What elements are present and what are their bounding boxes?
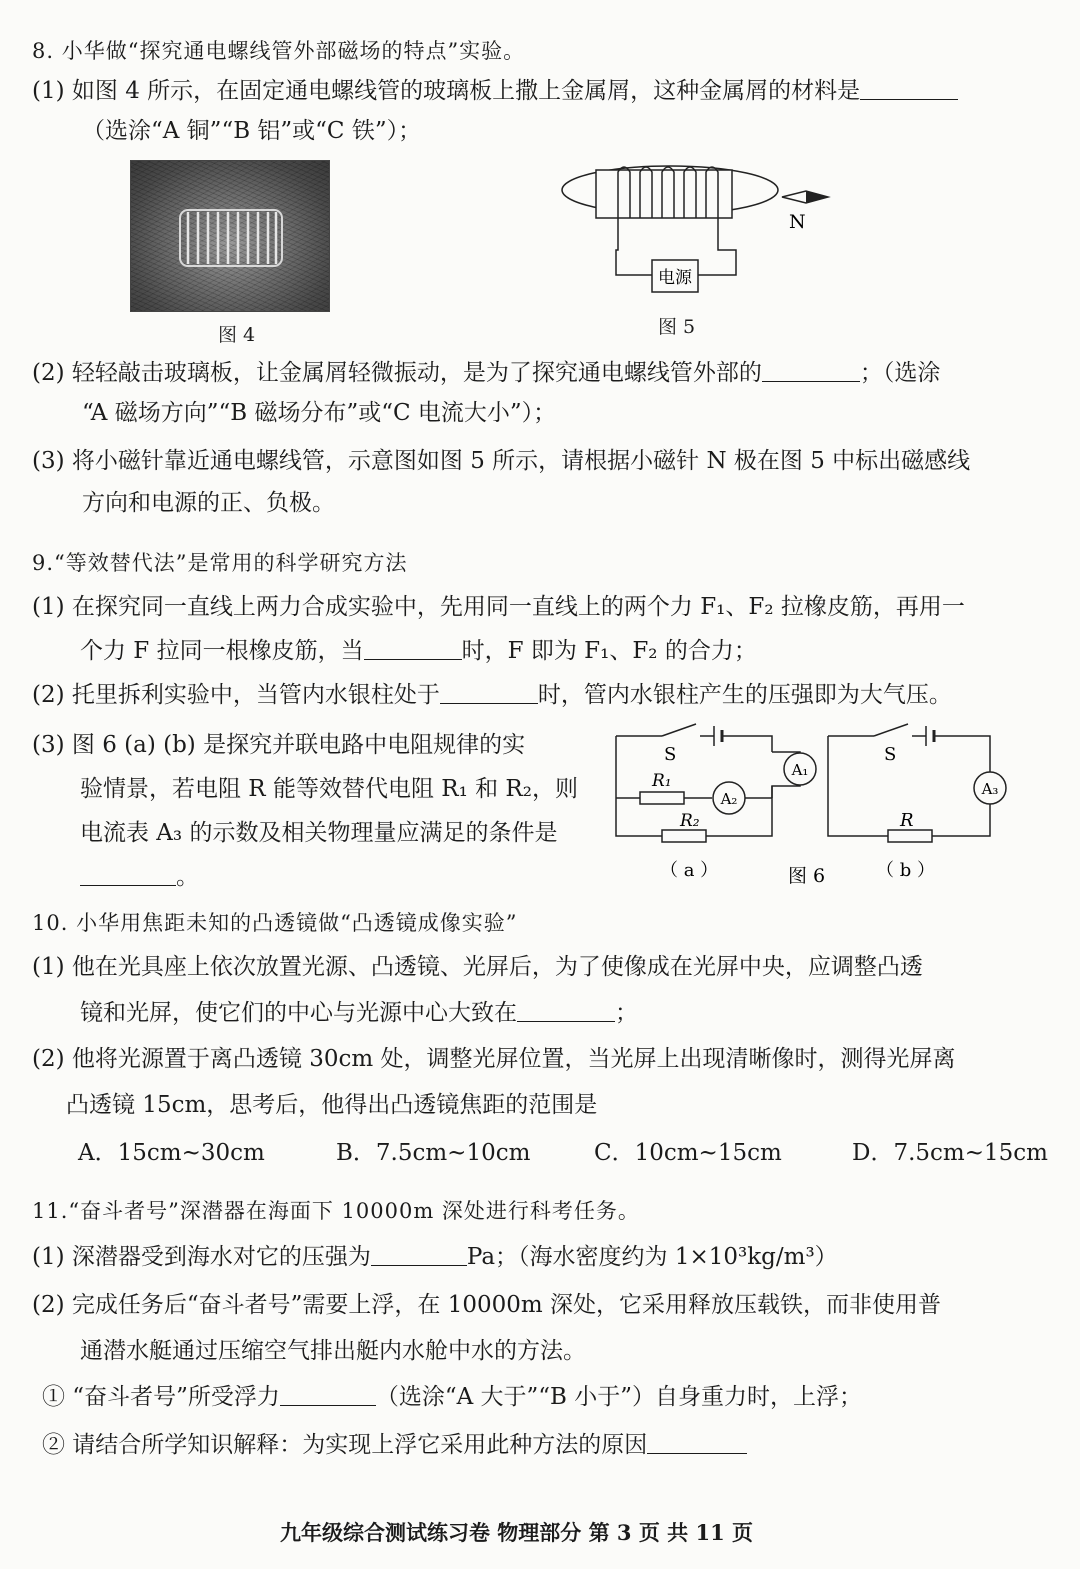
q9-p1-blank[interactable]: [364, 637, 462, 660]
q10-p2-line2: 凸透镜 15cm，思考后，他得出凸透镜焦距的范围是: [66, 1092, 598, 1118]
fig6a-ammeter-a2-label: A₂: [720, 790, 738, 808]
figure5-n-pole-label: N: [789, 211, 806, 233]
q9-p2: (2) 托里拆利实验中，当管内水银柱处于 时，管内水银柱产生的压强即为大气压。: [32, 682, 952, 708]
fig6b-r-label: R: [900, 810, 914, 831]
fig6a-ammeter-a1-label: A₁: [791, 761, 809, 779]
q10-p1-line1: (1) 他在光具座上依次放置光源、凸透镜、光屏后，为了使像成在光屏中央，应调整凸透: [32, 954, 923, 980]
q8-p2-blank[interactable]: [762, 359, 860, 382]
fig6b-ammeter-a3-label: A₃: [981, 780, 999, 798]
fig6b-caption: （ b ）: [876, 860, 935, 881]
q8-p1-blank[interactable]: [860, 77, 958, 100]
q9-title: 9.“等效替代法”是常用的科学研究方法: [32, 551, 408, 575]
q10-p2-line1: (2) 他将光源置于离凸透镜 30cm 处，调整光屏位置，当光屏上出现清晰像时，测得光屏离: [32, 1046, 956, 1072]
q9-p3-line1: (3) 图 6 (a) (b) 是探究并联电路中电阻规律的实: [32, 732, 526, 758]
q11-p1: (1) 深潜器受到海水对它的压强为 Pa；（海水密度约为 1×10³kg/m³）: [32, 1244, 838, 1270]
q9-p1-line2: 个力 F 拉同一根橡皮筋，当 时，F 即为 F₁、F₂ 的合力；: [80, 638, 757, 664]
page-footer: 九年级综合测试练习卷 物理部分 第 3 页 共 11 页: [280, 1520, 754, 1545]
q11-p1-blank[interactable]: [371, 1243, 467, 1266]
q10-p1-line2: 镜和光屏，使它们的中心与光源中心大致在 ；: [80, 1000, 638, 1026]
figure5-solenoid-diagram: [560, 150, 860, 300]
fig6b-switch-label: S: [884, 744, 897, 765]
q11-p2-line1: (2) 完成任务后“奋斗者号”需要上浮，在 10000m 深处，它采用释放压载铁，而非使用普: [32, 1292, 942, 1318]
q8-p1-line2: （选涂“A 铜”“B 铝”或“C 铁”）；: [82, 118, 422, 144]
fig6a-caption: （ a ）: [660, 860, 719, 881]
q8-p2-line1: (2) 轻轻敲击玻璃板，让金属屑轻微振动，是为了探究通电螺线管外部的 ；（选涂: [32, 360, 941, 386]
figure4-caption: 图 4: [218, 324, 256, 346]
q10-option-b[interactable]: B．7.5cm~10cm: [336, 1140, 531, 1166]
q10-option-a[interactable]: A．15cm~30cm: [78, 1140, 265, 1166]
fig6a-r2-label: R₂: [680, 811, 700, 831]
q11-sub1: ① “奋斗者号”所受浮力 （选涂“A 大于”“B 小于”）自身重力时，上浮；: [42, 1384, 862, 1410]
figure5-caption: 图 5: [658, 316, 696, 338]
q11-sub1-blank[interactable]: [280, 1383, 376, 1406]
q10-option-d[interactable]: D．7.5cm~15cm: [852, 1140, 1048, 1166]
q9-p3-line4: 。: [80, 862, 199, 892]
q8-p3-line1: (3) 将小磁针靠近通电螺线管，示意图如图 5 所示，请根据小磁针 N 极在图 5 中标出磁感线: [32, 448, 971, 474]
q11-p2-line2: 通潜水艇通过压缩空气排出艇内水舱中水的方法。: [80, 1338, 586, 1364]
q9-p3-line2: 验情景，若电阻 R 能等效替代电阻 R₁ 和 R₂，则: [80, 776, 578, 802]
q8-p2-line2: “A 磁场方向”“B 磁场分布”或“C 电流大小”）；: [82, 400, 557, 426]
q11-sub2-blank[interactable]: [647, 1431, 747, 1454]
q9-p3-blank[interactable]: [80, 863, 176, 886]
q11-title: 11.“奋斗者号”深潜器在海面下 10000m 深处进行科考任务。: [32, 1199, 640, 1223]
q9-p3-line3: 电流表 A₃ 的示数及相关物理量应满足的条件是: [80, 820, 558, 846]
figure6-caption: 图 6: [788, 865, 826, 887]
q10-p1-blank[interactable]: [517, 999, 615, 1022]
q10-title: 10. 小华用焦距未知的凸透镜做“凸透镜成像实验”: [32, 911, 518, 935]
q8-title: 8. 小华做“探究通电螺线管外部磁场的特点”实验。: [32, 39, 526, 63]
fig6a-r1-label: R₁: [652, 771, 672, 791]
figure5-power-label: 电源: [658, 268, 692, 288]
fig6a-switch-label: S: [664, 744, 677, 765]
figure6-circuits: [600, 718, 1040, 894]
q9-p1-line1: (1) 在探究同一直线上两力合成实验中，先用同一直线上的两个力 F₁、F₂ 拉橡皮筋，再用一: [32, 594, 965, 620]
q11-sub2: ② 请结合所学知识解释：为实现上浮它采用此种方法的原因: [42, 1430, 747, 1460]
q10-option-c[interactable]: C．10cm~15cm: [594, 1140, 782, 1166]
q8-p1-line1: (1) 如图 4 所示，在固定通电螺线管的玻璃板上撒上金属屑，这种金属屑的材料是: [32, 76, 958, 106]
figure4-coil-overlay: [130, 160, 328, 310]
q9-p2-blank[interactable]: [440, 681, 538, 704]
q8-p3-line2: 方向和电源的正、负极。: [82, 490, 335, 516]
